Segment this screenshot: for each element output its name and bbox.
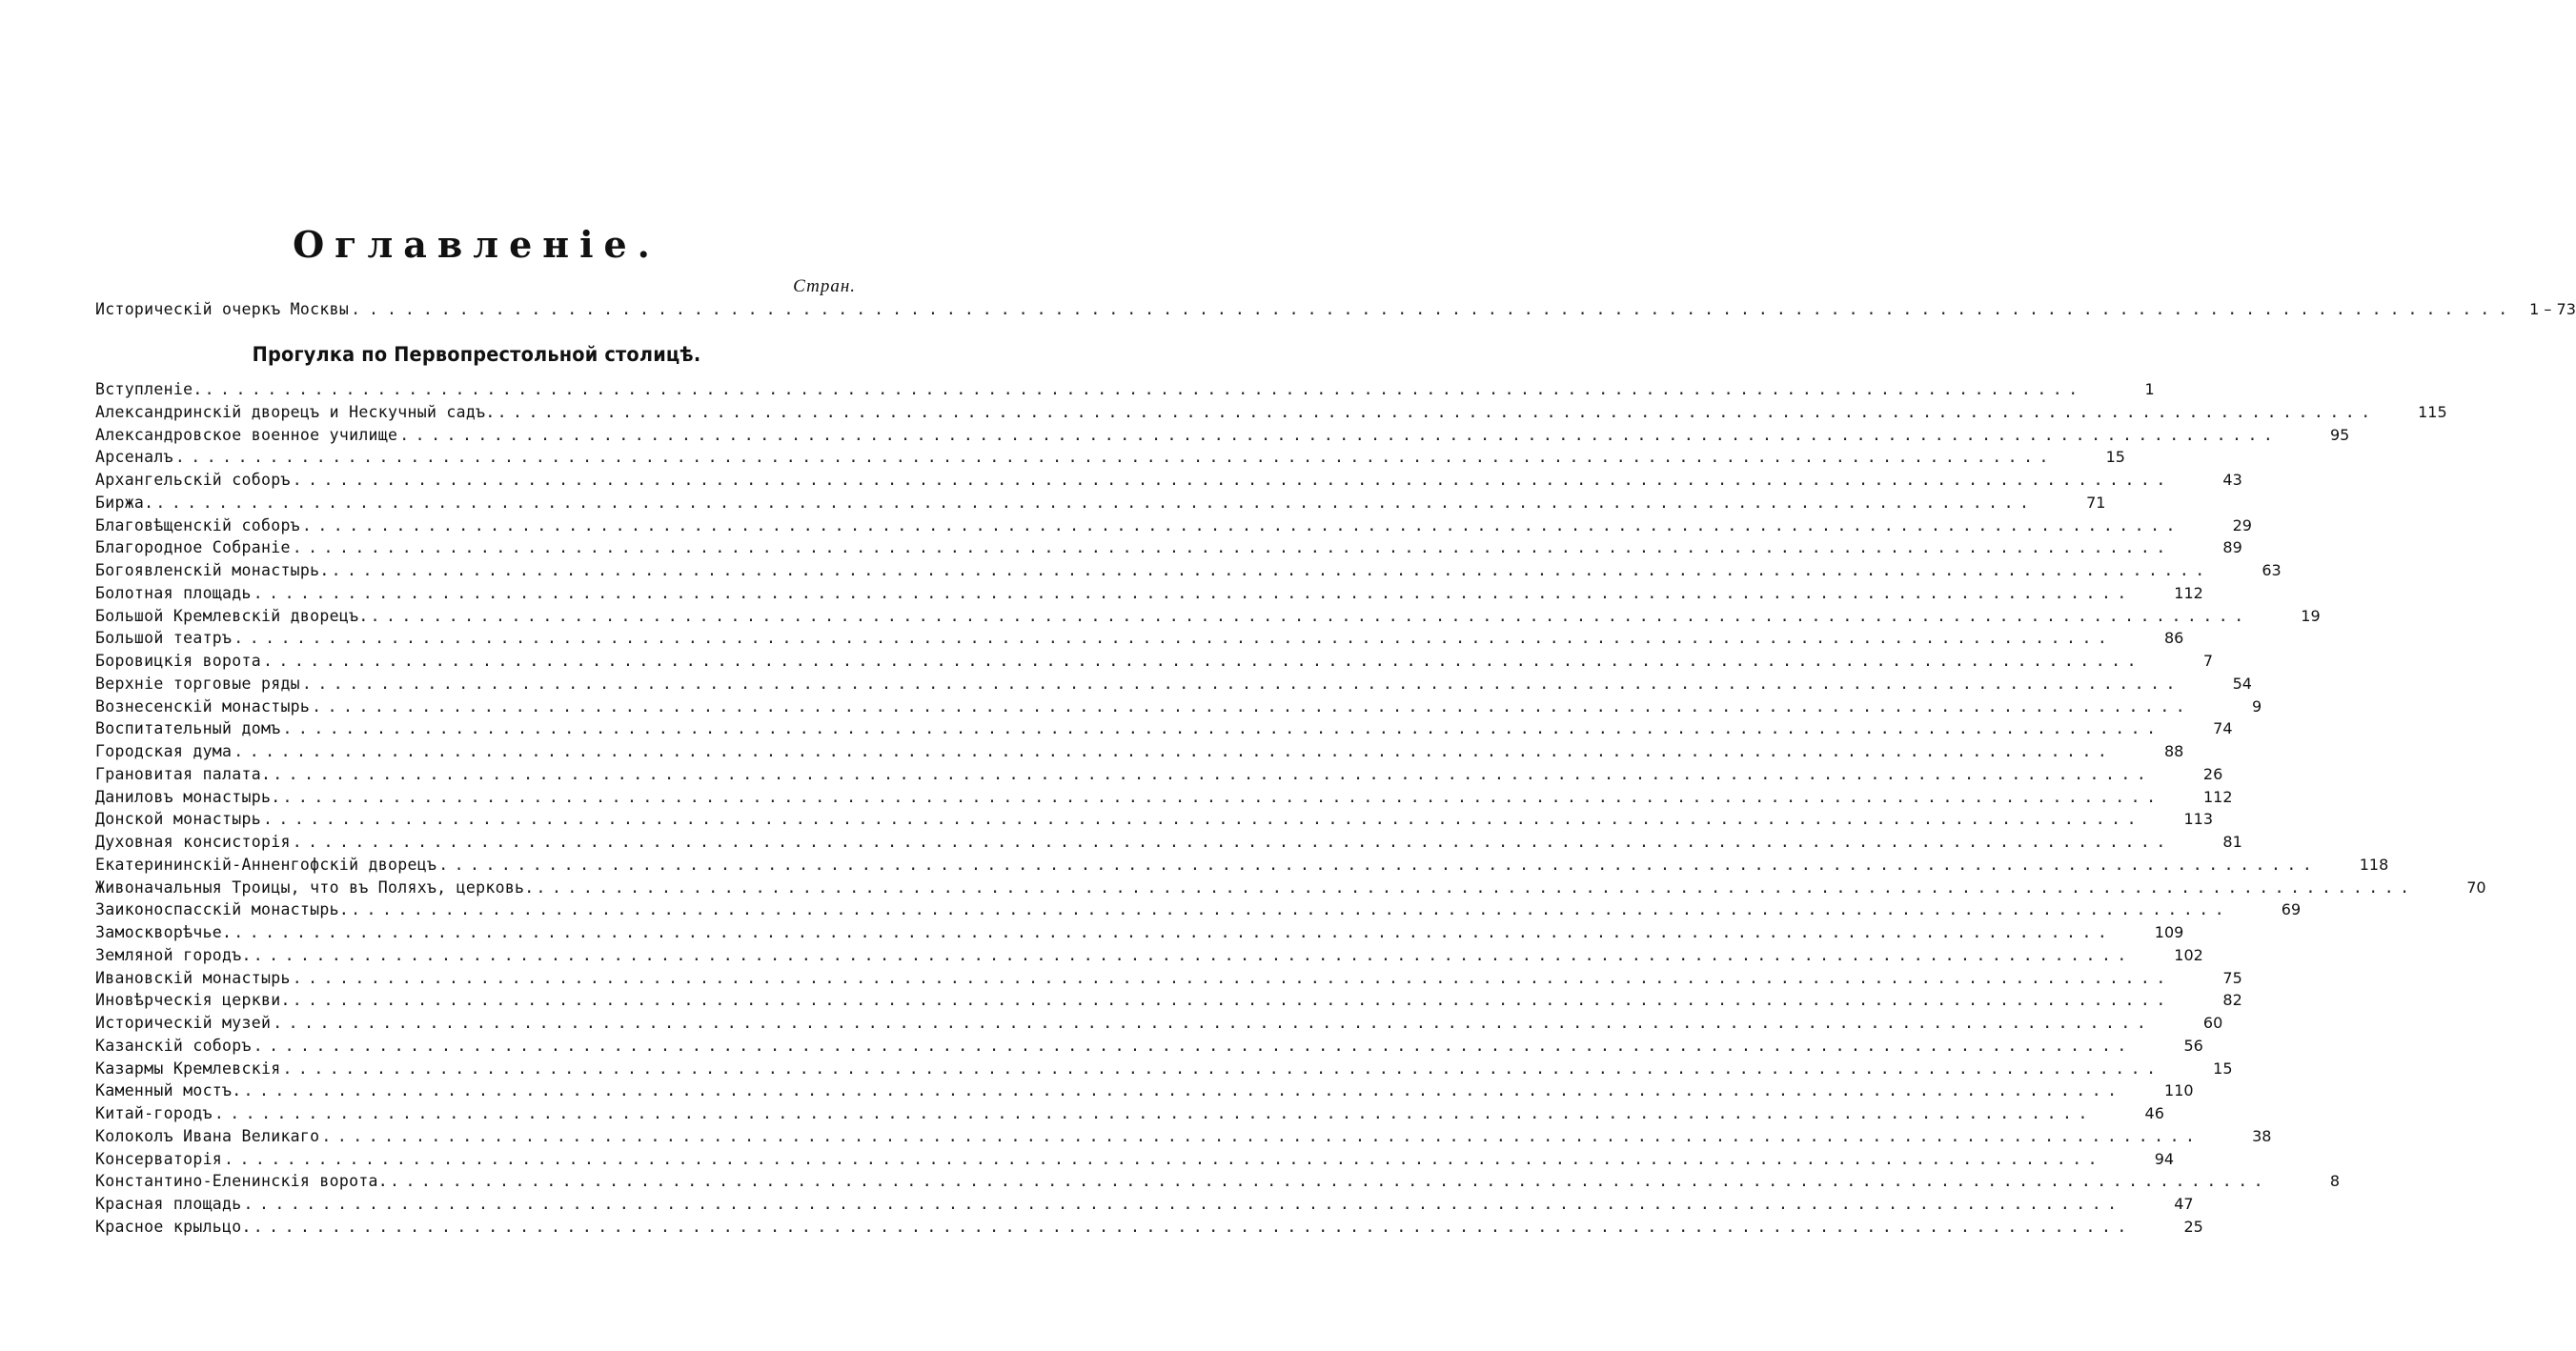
toc-entry-page: 29 xyxy=(2232,515,2252,534)
toc-entry-page: 118 xyxy=(2359,855,2389,874)
dot-leader: ........................................................................................................................ xyxy=(351,300,2517,318)
toc-entry-name: Константино-Еленинскія ворота. xyxy=(95,1172,389,1191)
toc-entry-page: 15 xyxy=(2105,448,2125,467)
toc-entry-page: 56 xyxy=(2183,1036,2203,1055)
toc-entry-name: Екатерининскій-Анненгофскій дворецъ xyxy=(95,855,437,874)
dot-leader: ........................................................................................................................ xyxy=(292,833,2172,851)
toc-entry-name: Каменный мостъ. xyxy=(95,1081,242,1100)
dot-leader: ........................................................................................................................ xyxy=(224,1149,2104,1168)
toc-entry-name: Благородное Собраніе xyxy=(95,538,291,557)
dot-leader: ........................................................................................................................ xyxy=(253,945,2133,964)
toc-entry xyxy=(95,967,2242,990)
toc-entry-page: 54 xyxy=(2232,674,2252,693)
toc-entry-page: 112 xyxy=(2174,583,2203,602)
toc-entry xyxy=(95,1170,2341,1193)
toc-entry xyxy=(95,1079,2194,1102)
toc-entry-page: 25 xyxy=(2183,1217,2203,1236)
toc-entry-page: 63 xyxy=(2262,561,2282,579)
dot-leader: ........................................................................................................................ xyxy=(262,810,2143,829)
dot-leader: ........................................................................................................................ xyxy=(282,1059,2162,1078)
toc-entry-page: 71 xyxy=(2086,493,2106,512)
toc-entry xyxy=(95,492,2106,514)
toc-entry xyxy=(95,378,2155,401)
toc-entry xyxy=(95,1148,2175,1171)
page-title: Оглавленіе. xyxy=(293,223,660,266)
toc-entry-name: Вознесенскій монастырь xyxy=(95,696,311,716)
toc-entry-name: Большой театръ xyxy=(95,629,233,648)
dot-leader: ........................................................................................................................ xyxy=(301,515,2181,534)
toc-entry-page: 9 xyxy=(2252,696,2262,716)
dot-leader: ........................................................................................................................ xyxy=(262,652,2143,670)
toc-entry-page: 89 xyxy=(2222,538,2242,557)
toc-entry-name: Красное крыльцо. xyxy=(95,1217,252,1236)
toc-entry xyxy=(95,786,2233,809)
toc-entry-page: 26 xyxy=(2202,764,2223,783)
toc-entry xyxy=(95,469,2242,492)
toc-entry-page: 110 xyxy=(2164,1081,2194,1100)
dot-leader: ........................................................................................................................ xyxy=(312,696,2192,716)
dot-leader: ........................................................................................................................ xyxy=(253,1036,2133,1055)
toc-entry-name: Большой Кремлевскій дворецъ. xyxy=(95,606,369,625)
dot-leader: ........................................................................................................................ xyxy=(253,1217,2133,1236)
toc-entry-page: 19 xyxy=(2301,606,2321,625)
toc-entry xyxy=(95,740,2184,763)
toc-entry-name: Историческій музей xyxy=(95,1014,272,1032)
toc-entry xyxy=(95,559,2282,582)
dot-leader: ........................................................................................................................ xyxy=(301,674,2181,693)
dot-leader: ........................................................................................................................ xyxy=(292,471,2172,489)
dot-leader: ........................................................................................................................ xyxy=(331,561,2211,579)
toc-entry xyxy=(95,401,2447,424)
toc-entry-name: Богоявленскій монастырь. xyxy=(95,561,330,579)
dot-leader: ........................................................................................................................ xyxy=(233,923,2114,941)
dot-leader: ........................................................................................................................ xyxy=(497,402,2377,421)
toc-entry-name: Арсеналъ xyxy=(95,448,173,467)
dot-leader: ........................................................................................................................ xyxy=(233,742,2114,760)
toc-entry-name: Красная площадь xyxy=(95,1195,242,1213)
toc-entry-page: 74 xyxy=(2213,719,2233,738)
dot-leader: ........................................................................................................................ xyxy=(438,855,2319,874)
dot-leader: ........................................................................................................................ xyxy=(213,1104,2094,1122)
dot-leader: ........................................................................................................................ xyxy=(399,425,2280,444)
toc-entry xyxy=(95,1035,2203,1058)
toc-entry-name: Боровицкія ворота xyxy=(95,652,261,670)
dot-leader: ........................................................................................................................ xyxy=(282,787,2162,806)
toc-entry-page: 60 xyxy=(2202,1014,2223,1032)
toc-entry-page: 38 xyxy=(2252,1126,2272,1145)
dot-leader: ........................................................................................................................ xyxy=(292,968,2172,987)
toc-entry xyxy=(95,854,2389,877)
dot-leader: ........................................................................................................................ xyxy=(282,719,2162,738)
toc-entry-name: Грановитая палата. xyxy=(95,764,272,783)
toc-entry-name: Ивановскій монастырь xyxy=(95,968,291,987)
toc-entry-page: 81 xyxy=(2222,833,2242,851)
toc-entry-name: Донской монастырь xyxy=(95,810,261,829)
dot-leader: ........................................................................................................................ xyxy=(351,900,2231,919)
toc-entry xyxy=(95,921,2184,944)
dot-leader: ........................................................................................................................ xyxy=(390,1172,2270,1191)
toc-entry xyxy=(95,808,2214,831)
toc-entry-page: 109 xyxy=(2154,923,2184,941)
toc-entry xyxy=(95,898,2302,921)
toc-entry xyxy=(95,582,2203,605)
toc-entry xyxy=(95,1012,2223,1035)
toc-entry-page: 82 xyxy=(2222,991,2242,1010)
toc-entry-name: Благовѣщенскій соборъ xyxy=(95,515,300,534)
toc-entry xyxy=(95,989,2242,1012)
toc-entry-name: Биржа. xyxy=(95,493,154,512)
dot-leader: ........................................................................................................................ xyxy=(204,380,2084,398)
toc-entry xyxy=(95,1102,2164,1125)
toc-entry-page: 70 xyxy=(2466,877,2486,897)
toc-entry-name: Воспитательный домъ xyxy=(95,719,281,738)
toc-entry-page: 43 xyxy=(2222,471,2242,489)
toc-entry-name: Александровское военное училище xyxy=(95,425,398,444)
toc-entry-name: Земляной городъ. xyxy=(95,945,252,964)
dot-leader: ........................................................................................................................ xyxy=(273,764,2153,783)
toc-entry-page: 95 xyxy=(2329,425,2350,444)
toc-entry-name: Верхніе торговые ряды xyxy=(95,674,300,693)
dot-leader: ........................................................................................................................ xyxy=(536,877,2416,897)
toc-entry-name: Замоскворѣчье. xyxy=(95,923,233,941)
toc-entry-name: Болотная площадь xyxy=(95,583,252,602)
intro-entry-page: 1 – 73 xyxy=(2529,300,2576,318)
toc-entry xyxy=(95,650,2214,673)
dot-leader: ........................................................................................................................ xyxy=(292,538,2172,557)
toc-entry xyxy=(95,673,2252,696)
dot-leader: ........................................................................................................................ xyxy=(233,629,2114,648)
toc-entry-name: Живоначальныя Троицы, что въ Поляхъ, церковь. xyxy=(95,877,535,897)
toc-entry-name: Александринскій дворецъ и Нескучный садъ. xyxy=(95,402,496,421)
toc-entry-name: Городская дума xyxy=(95,742,233,760)
toc-entry-page: 112 xyxy=(2202,787,2233,806)
toc-entry-page: 94 xyxy=(2154,1149,2175,1168)
toc-entry xyxy=(95,627,2184,650)
toc-entry-name: Казанскій соборъ xyxy=(95,1036,252,1055)
dot-leader: ........................................................................................................................ xyxy=(321,1126,2201,1145)
dot-leader: ........................................................................................................................ xyxy=(253,583,2133,602)
toc-entry xyxy=(95,763,2223,786)
dot-leader: ........................................................................................................................ xyxy=(273,1014,2153,1032)
section-heading: Прогулка по Первопрестольной столицѣ. xyxy=(252,343,701,366)
toc-entry-page: 113 xyxy=(2183,810,2214,829)
toc-entry-page: 86 xyxy=(2163,629,2184,648)
toc-entry xyxy=(95,446,2125,469)
toc-entry xyxy=(95,696,2262,718)
toc-entry xyxy=(95,1125,2272,1148)
toc-entry xyxy=(95,514,2252,537)
dot-leader: ........................................................................................................................ xyxy=(243,1081,2123,1100)
toc-entry-page: 69 xyxy=(2281,900,2302,919)
toc-entry xyxy=(95,605,2321,628)
toc-entry-page: 75 xyxy=(2222,968,2242,987)
toc-entry-page: 115 xyxy=(2418,402,2447,421)
toc-entry xyxy=(95,717,2233,740)
toc-entry-name: Вступленіе. xyxy=(95,380,203,398)
toc-entry xyxy=(95,424,2350,447)
toc-entry-name: Иновѣрческія церкви. xyxy=(95,991,291,1010)
page-column-label: Стран. xyxy=(793,276,856,296)
toc-entry-page: 46 xyxy=(2144,1104,2164,1122)
toc-entry-name: Даниловъ монастырь. xyxy=(95,787,281,806)
toc-entry-page: 7 xyxy=(2202,652,2214,670)
toc-entry-name: Казармы Кремлевскія xyxy=(95,1059,281,1078)
toc-entry xyxy=(95,536,2242,559)
dot-leader: ........................................................................................................................ xyxy=(155,493,2036,512)
toc-entry xyxy=(95,1216,2203,1239)
dot-leader: ........................................................................................................................ xyxy=(174,448,2055,467)
toc-entry-name: Консерваторія xyxy=(95,1149,223,1168)
dot-leader: ........................................................................................................................ xyxy=(292,991,2172,1010)
toc-entry xyxy=(95,1058,2233,1080)
toc-entry-name: Колоколъ Ивана Великаго xyxy=(95,1126,320,1145)
toc-entry-name: Заиконоспасскій монастырь. xyxy=(95,900,350,919)
toc-entry xyxy=(95,877,2486,899)
toc-entry-page: 102 xyxy=(2174,945,2203,964)
toc-entry-page: 15 xyxy=(2213,1059,2233,1078)
toc-entry-name: Духовная консисторія xyxy=(95,833,291,851)
toc-entry-page: 88 xyxy=(2163,742,2184,760)
intro-entry-name: Историческій очеркъ Москвы xyxy=(95,300,350,318)
toc-entry-page: 1 xyxy=(2144,380,2155,398)
toc-entry xyxy=(95,1193,2194,1216)
toc-entry xyxy=(95,831,2242,854)
toc-entry-name: Архангельскій соборъ xyxy=(95,471,291,489)
toc-entry-name: Китай-городъ xyxy=(95,1104,213,1122)
dot-leader: ........................................................................................................................ xyxy=(370,606,2250,625)
toc-entry xyxy=(95,944,2203,967)
toc-entry-page: 47 xyxy=(2174,1195,2194,1213)
dot-leader: ........................................................................................................................ xyxy=(243,1195,2123,1213)
toc-entry-page: 8 xyxy=(2329,1172,2341,1191)
